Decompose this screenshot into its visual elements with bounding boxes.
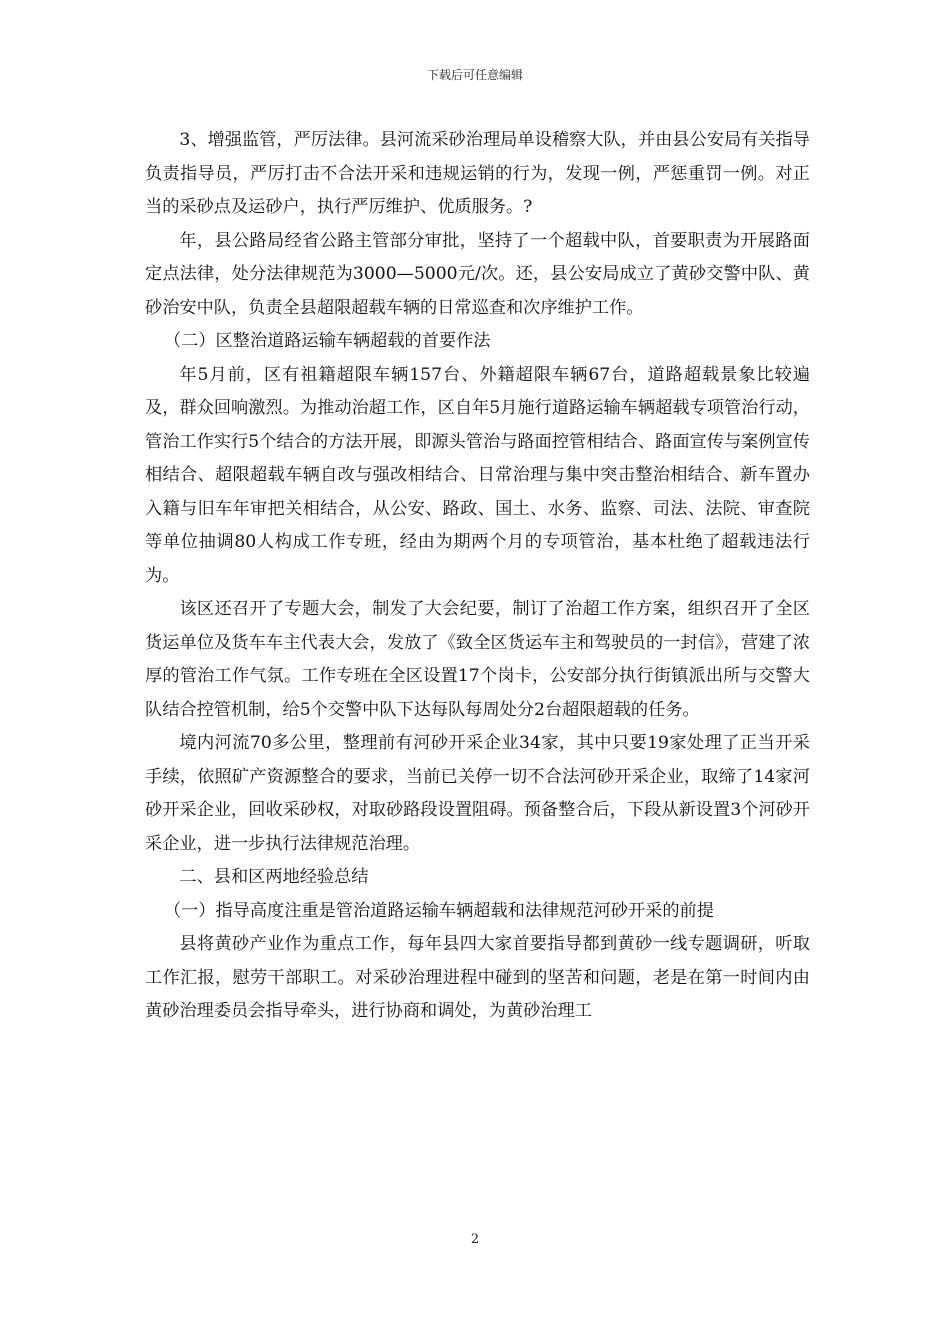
- section-heading-district-practice: （二）区整治道路运输车辆超载的首要作法: [163, 331, 491, 351]
- section-heading-experience: 二、县和区两地经验总结: [179, 867, 369, 887]
- paragraph-district-meeting: 该区还召开了专题大会，制发了大会纪要，制订了治超工作方案，组织召开了全区货运单位及货车车主代表大会，发放了《致全区货运车主和驾驶员的一封信》，营建了浓厚的管治工作气氛。工作专班在全区设置17个岗卡，公安部分执行街镇派出所与交警大队结合控管机制，给5个交警中队下达每队每周处分2台超限超载的任务。: [145, 599, 810, 720]
- paragraph-supervision: 3、增强监管，严厉法律。县河流采砂治理局单设稽察大队，并由县公安局有关指导负责指导员，严厉打击不合法开采和违规运销的行为，发现一例，严惩重罚一例。对正当的采砂点及运砂户，执行严厉维护、优质服务。?: [145, 130, 810, 217]
- paragraph-district-action: 年5月前，区有祖籍超限车辆157台、外籍超限车辆67台，道路超载景象比较遍及，群众回响激烈。为推动治超工作，区自年5月施行道路运输车辆超载专项管治行动，管治工作实行5个结合的方法开展，即源头管治与路面控管相结合、路面宣传与案例宣传相结合、超限超载车辆自改与强改相结合、日常治理与集中突击整治相结合、新车置办入籍与旧车年审把关相结合，从公安、路政、国土、水务、监察、司法、法院、审查院等单位抽调80人构成工作专班，经由为期两个月的专项管治，基本杜绝了超载违法行为。: [145, 364, 810, 586]
- page-header: 下载后可任意编辑: [426, 68, 523, 82]
- paragraph-county-focus: 县将黄砂产业作为重点工作，每年县四大家首要指导都到黄砂一线专题调研，听取工作汇报，慰劳干部职工。对采砂治理进程中碰到的坚苦和问题，老是在第一时间内由黄砂治理委员会指导牵头，进行协商和调处，为黄砂治理工: [145, 934, 810, 1021]
- paragraph-overload-squad: 年，县公路局经省公路主管部分审批，坚持了一个超载中队，首要职责为开展路面定点法律，处分法律规范为3000—5000元/次。还，县公安局成立了黄砂交警中队、黄砂治安中队，负责全县超限超载车辆的日常巡查和次序维护工作。: [145, 230, 810, 318]
- paragraph-river-sand: 境内河流70多公里，整理前有河砂开采企业34家，其中只要19家处理了正当开采手续，依照矿产资源整合的要求，当前已关停一切不合法河砂开采企业，取缔了14家河砂开采企业，回收采砂权，对取砂路段设置阻碍。预备整合后，下段从新设置3个河砂开采企业，进一步执行法律规范治理。: [145, 733, 810, 854]
- subsection-heading-leadership: （一）指导高度注重是管治道路运输车辆超载和法律规范河砂开采的前提: [163, 900, 714, 921]
- page-number: 2: [470, 1232, 480, 1247]
- document-body: [145, 124, 810, 1029]
